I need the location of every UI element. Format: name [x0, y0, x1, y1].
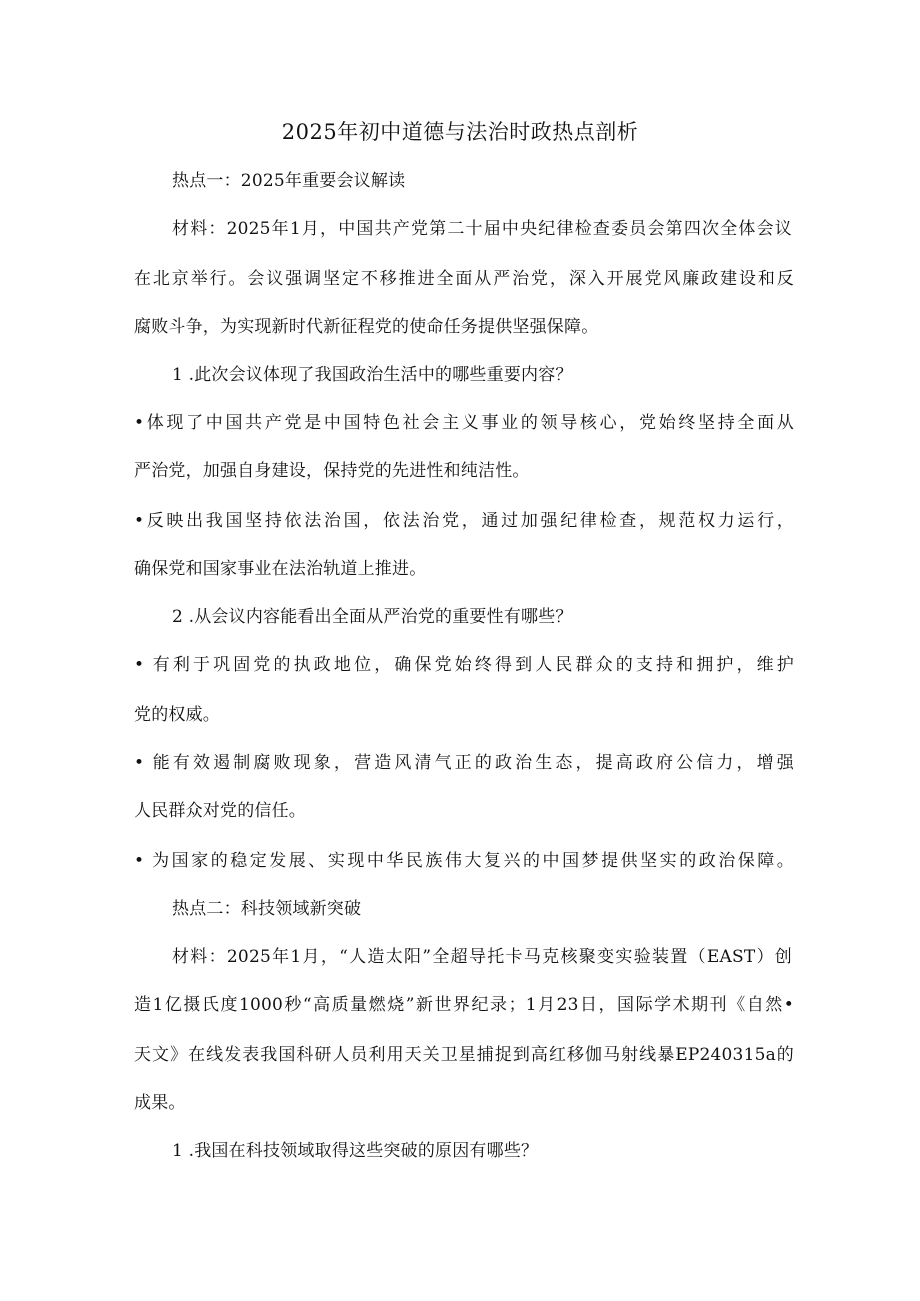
question-heading: 2 .从会议内容能看出全面从严治党的重要性有哪些？ [172, 607, 573, 627]
section-heading-hotspot-1: 热点一：2025年重要会议解读 [172, 171, 406, 191]
paragraph-line: 腐败斗争，为实现新时代新征程党的使命任务提供坚强保障。 [134, 317, 599, 337]
paragraph-line: 人民群众对党的信任。 [134, 801, 306, 821]
bullet-line: • 为国家的稳定发展、实现中华民族伟大复兴的中国梦提供坚实的政治保障。 [134, 851, 794, 871]
paragraph-line: 材料：2025年1月，中国共产党第二十届中央纪律检查委员会第四次全体会议 [172, 219, 792, 239]
paragraph-line: 确保党和国家事业在法治轨道上推进。 [134, 559, 427, 579]
question-heading: 1 .此次会议体现了我国政治生活中的哪些重要内容？ [172, 365, 573, 385]
paragraph-line: 造1亿摄氏度1000秒“高质量燃烧”新世界纪录；1月23日，国际学术期刊《自然• [134, 995, 794, 1015]
bullet-line: • 能有效遏制腐败现象，营造风清气正的政治生态，提高政府公信力，增强 [134, 753, 794, 773]
question-heading: 1 .我国在科技领域取得这些突破的原因有哪些？ [172, 1141, 539, 1161]
bullet-line: • 有利于巩固党的执政地位，确保党始终得到人民群众的支持和拥护，维护 [134, 655, 794, 675]
paragraph-line: 在北京举行。会议强调坚定不移推进全面从严治党，深入开展党风廉政建设和反 [134, 269, 794, 289]
bullet-line: •反映出我国坚持依法治国，依法治党，通过加强纪律检查，规范权力运行， [134, 511, 794, 531]
document-title: 2025年初中道德与法治时政热点剖析 [281, 120, 639, 144]
paragraph-line: 严治党，加强自身建设，保持党的先进性和纯洁性。 [134, 461, 530, 481]
section-heading-hotspot-2: 热点二：科技领域新突破 [172, 899, 362, 919]
paragraph-line: 天文》在线发表我国科研人员利用天关卫星捕捉到高红移伽马射线暴EP240315a的 [134, 1045, 794, 1065]
paragraph-line: 党的权威。 [134, 705, 220, 725]
paragraph-line: 材料：2025年1月，“人造太阳”全超导托卡马克核聚变实验装置（EAST）创 [172, 947, 792, 967]
paragraph-line: 成果。 [134, 1093, 186, 1113]
bullet-line: •体现了中国共产党是中国特色社会主义事业的领导核心，党始终坚持全面从 [134, 413, 794, 433]
